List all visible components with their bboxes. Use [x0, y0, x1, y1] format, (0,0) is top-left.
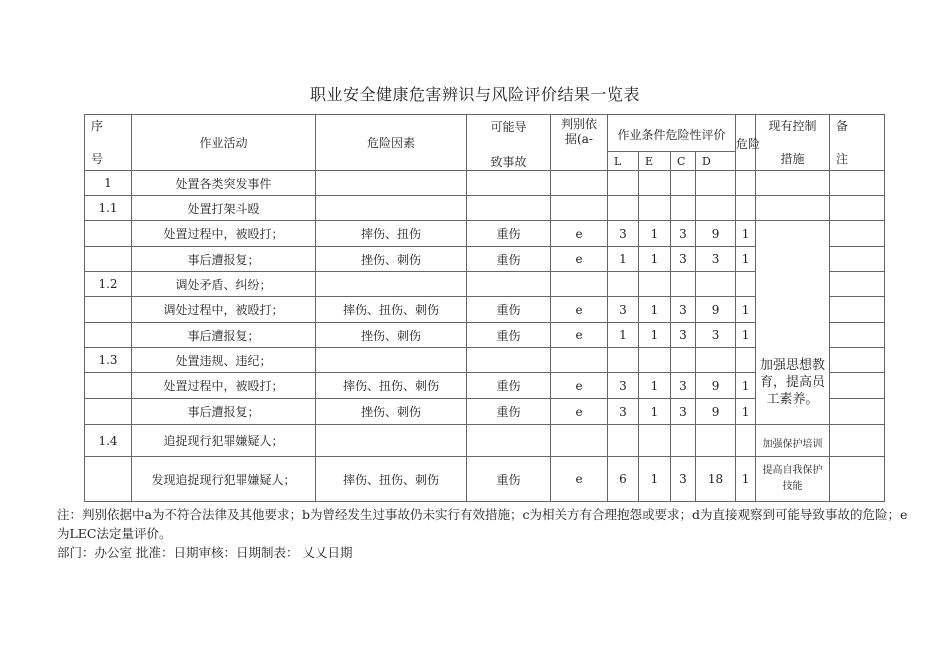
- cell-basis: e: [551, 457, 608, 502]
- cell-e: 1: [639, 457, 671, 502]
- cell-accident: 重伤: [467, 221, 551, 247]
- cell-hazard: 摔伤、扭伤: [316, 221, 467, 247]
- cell-c: 3: [671, 221, 696, 247]
- cell-e: 1: [639, 323, 671, 348]
- header-hazard: 危险因素: [316, 115, 467, 171]
- footer-note: 注：判别依据中a为不符合法律及其他要求；b为曾经发生过事故仍未实行有效措施；c为相关方有合理抱怨或要求；d为直接观察到可能导致事故的危险；e为LEC法定量评价。: [57, 507, 908, 541]
- cell-activity: 处置违规、违纪；: [132, 348, 316, 373]
- page-title: 职业安全健康危害辨识与风险评价结果一览表: [309, 85, 640, 104]
- cell-l: 3: [608, 399, 639, 425]
- table-row: [85, 171, 885, 196]
- cell-e: 1: [639, 399, 671, 425]
- cell-e: 1: [639, 373, 671, 399]
- cell-seq: [85, 221, 132, 247]
- cell-seq: 1: [85, 171, 132, 196]
- cell-accident: 重伤: [467, 323, 551, 348]
- header-lec: 作业条件危险性评价: [608, 115, 736, 152]
- cell-activity: 处置打架斗殴: [132, 196, 316, 221]
- header-note: 备 注: [830, 115, 885, 171]
- cell-c: 3: [671, 457, 696, 502]
- cell-c: 3: [671, 399, 696, 425]
- header-seq: 序 号: [85, 115, 132, 171]
- cell-l: 6: [608, 457, 639, 502]
- header-lec-c: C: [671, 152, 696, 171]
- header-lec-e: E: [639, 152, 671, 171]
- cell-seq: [85, 323, 132, 348]
- cell-control-main: 加强思想教育，提高员工素养。: [756, 221, 830, 425]
- cell-l: 1: [608, 247, 639, 272]
- cell-level: 1: [736, 221, 756, 247]
- cell-hazard: 挫伤、刺伤: [316, 399, 467, 425]
- cell-activity: 处置过程中，被殴打；: [132, 373, 316, 399]
- header-accident: 可能导 致事故: [467, 115, 551, 171]
- cell-seq: [85, 297, 132, 323]
- cell-accident: 重伤: [467, 373, 551, 399]
- cell-e: 1: [639, 297, 671, 323]
- cell-l: 3: [608, 297, 639, 323]
- risk-table: [84, 114, 885, 502]
- cell-d: 9: [696, 221, 736, 247]
- cell-d: 3: [696, 247, 736, 272]
- table-row: [85, 221, 885, 247]
- cell-activity: 事后遭报复；: [132, 247, 316, 272]
- cell-basis: e: [551, 247, 608, 272]
- cell-activity: 事后遭报复；: [132, 323, 316, 348]
- footer-sign: 部门：办公室 批准：日期审核：日期制表： 乂乂日期: [57, 545, 353, 560]
- cell-seq: 1.2: [85, 272, 132, 297]
- cell-seq: [85, 457, 132, 502]
- cell-c: 3: [671, 297, 696, 323]
- cell-d: 3: [696, 323, 736, 348]
- cell-activity: 调处过程中，被殴打；: [132, 297, 316, 323]
- cell-basis: e: [551, 323, 608, 348]
- cell-level: 1: [736, 247, 756, 272]
- cell-d: 9: [696, 399, 736, 425]
- cell-activity: 处置过程中，被殴打；: [132, 221, 316, 247]
- cell-c: 3: [671, 323, 696, 348]
- cell-level: 1: [736, 399, 756, 425]
- cell-control-self-protect: 提高自我保护技能: [756, 457, 830, 502]
- cell-level: 1: [736, 297, 756, 323]
- table-row: [85, 425, 885, 457]
- cell-hazard: 摔伤、扭伤、刺伤: [316, 373, 467, 399]
- cell-basis: e: [551, 221, 608, 247]
- header-activity: 作业活动: [132, 115, 316, 171]
- cell-activity: 调处矛盾、纠纷；: [132, 272, 316, 297]
- header-lec-d: D: [696, 152, 736, 171]
- cell-e: 1: [639, 221, 671, 247]
- cell-hazard: 摔伤、扭伤、刺伤: [316, 297, 467, 323]
- cell-activity: 追捉现行犯罪嫌疑人；: [132, 425, 316, 457]
- cell-hazard: 摔伤、扭伤、刺伤: [316, 457, 467, 502]
- cell-control-training: 加强保护培训: [756, 425, 830, 457]
- cell-l: 3: [608, 373, 639, 399]
- header-basis: 判别依据(a-: [551, 115, 608, 171]
- cell-activity: 发现追捉现行犯罪嫌疑人；: [132, 457, 316, 502]
- table-row: [85, 196, 885, 221]
- cell-accident: 重伤: [467, 297, 551, 323]
- cell-hazard: 挫伤、刺伤: [316, 247, 467, 272]
- cell-seq: [85, 373, 132, 399]
- cell-c: 3: [671, 247, 696, 272]
- cell-l: 1: [608, 323, 639, 348]
- cell-seq: [85, 399, 132, 425]
- header-control: 现有控制 措施: [756, 115, 830, 171]
- cell-accident: 重伤: [467, 247, 551, 272]
- cell-seq: [85, 247, 132, 272]
- cell-seq: 1.1: [85, 196, 132, 221]
- cell-level: 1: [736, 323, 756, 348]
- cell-basis: e: [551, 399, 608, 425]
- cell-activity: 事后遭报复；: [132, 399, 316, 425]
- cell-level: 1: [736, 457, 756, 502]
- cell-activity: 处置各类突发事件: [132, 171, 316, 196]
- table-row: [85, 457, 885, 502]
- cell-d: 9: [696, 373, 736, 399]
- header-lec-l: L: [608, 152, 639, 171]
- cell-basis: e: [551, 297, 608, 323]
- cell-d: 9: [696, 297, 736, 323]
- cell-c: 3: [671, 373, 696, 399]
- cell-accident: 重伤: [467, 457, 551, 502]
- cell-l: 3: [608, 221, 639, 247]
- cell-d: 18: [696, 457, 736, 502]
- cell-e: 1: [639, 247, 671, 272]
- footer: [57, 505, 917, 562]
- header-level: 危险: [736, 115, 756, 171]
- cell-seq: 1.3: [85, 348, 132, 373]
- cell-basis: e: [551, 373, 608, 399]
- cell-level: 1: [736, 373, 756, 399]
- cell-accident: 重伤: [467, 399, 551, 425]
- cell-hazard: 挫伤、刺伤: [316, 323, 467, 348]
- cell-seq: 1.4: [85, 425, 132, 457]
